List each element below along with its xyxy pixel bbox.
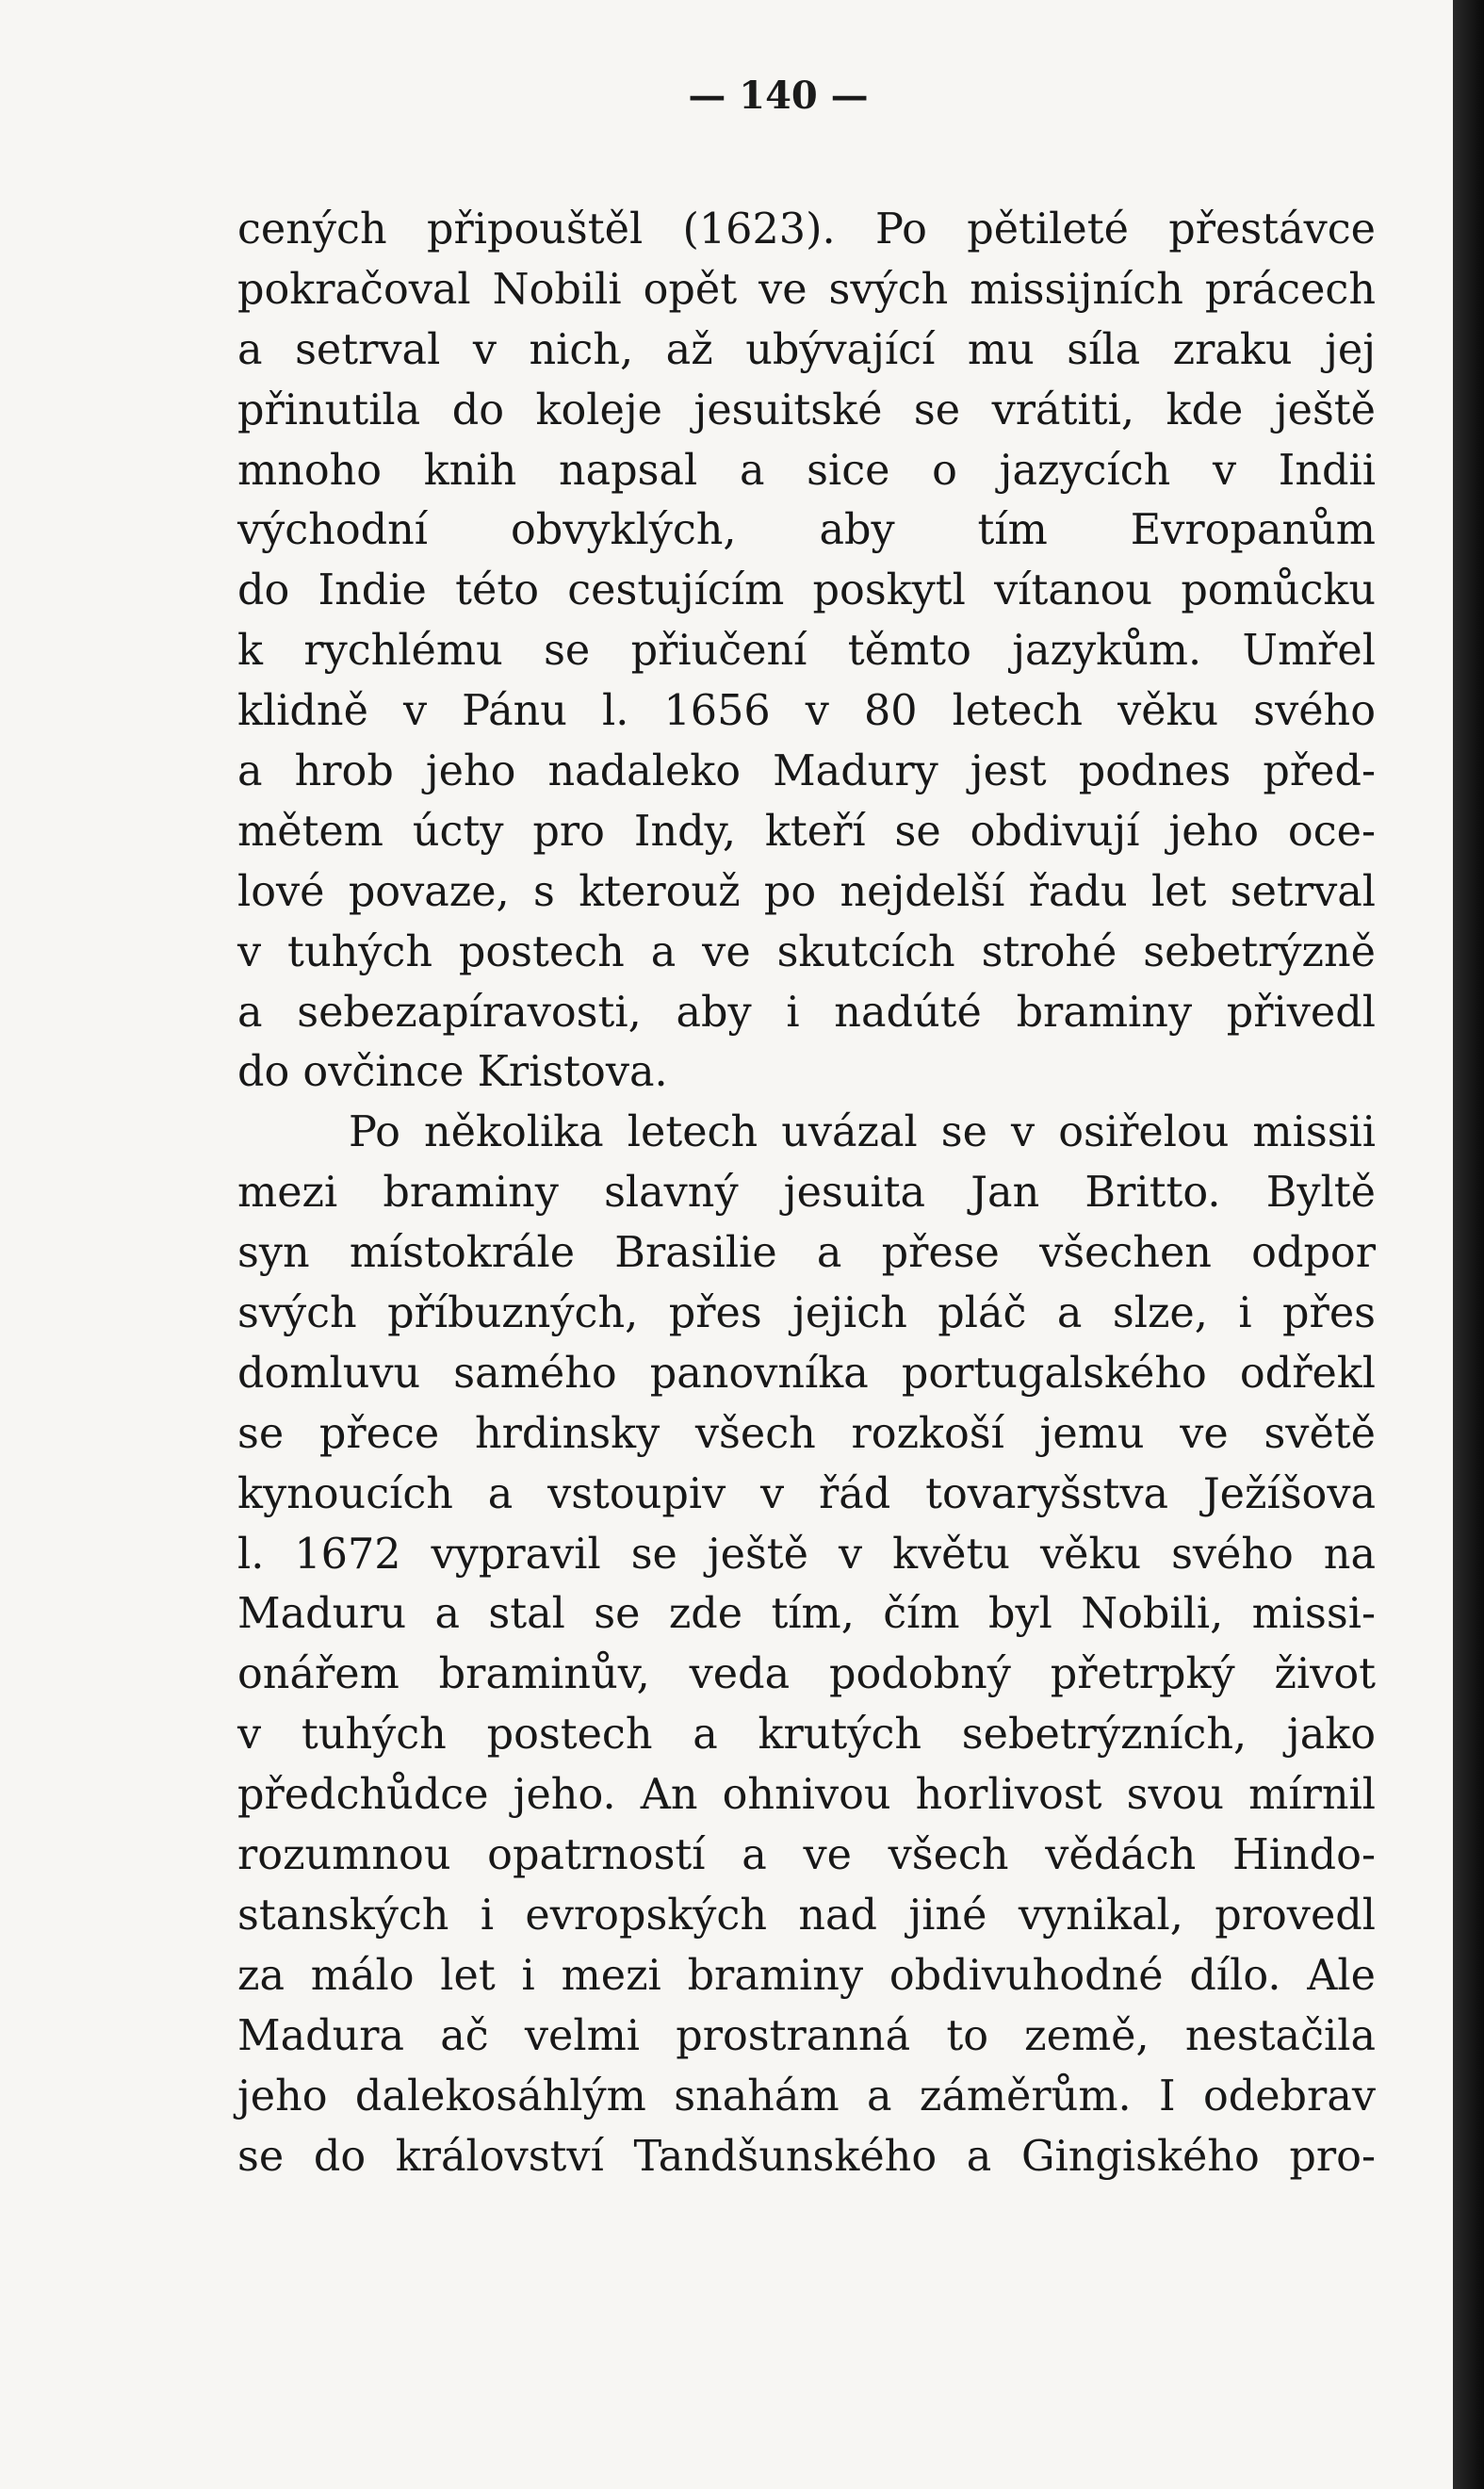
text-line: pokračoval Nobili opět ve svých missijních prácech xyxy=(237,265,1376,314)
text-line: cených připouštěl (1623). Po pětileté přestávce xyxy=(237,205,1376,254)
text-line: v tuhých postech a krutých sebetrýzních, jako xyxy=(237,1711,1376,1760)
text-line: mezi braminy slavný jesuita Jan Britto. Byltě xyxy=(237,1169,1376,1218)
text-line: onářem braminův, veda podobný přetrpký život xyxy=(237,1650,1376,1699)
text-line: svých příbuzných, přes jejich pláč a slze, i přes xyxy=(237,1289,1376,1338)
text-line: se přece hrdinsky všech rozkoší jemu ve světě xyxy=(237,1409,1376,1458)
text-line: Maduru a stal se zde tím, čím byl Nobili, missi- xyxy=(237,1590,1376,1639)
text-line: a hrob jeho nadaleko Madury jest podnes před- xyxy=(237,747,1376,796)
text-line: klidně v Pánu l. 1656 v 80 letech věku svého xyxy=(237,687,1376,736)
text-line: předchůdce jeho. An ohnivou horlivost svou mírnil xyxy=(237,1771,1376,1820)
text-line: syn místokrále Brasilie a přese všechen odpor xyxy=(237,1229,1376,1278)
text-line: východní obvyklých, aby tím Evropanům xyxy=(237,506,1376,555)
page-edge-shadow xyxy=(1453,0,1484,2489)
text-line: a sebezapíravosti, aby i nadúté braminy přivedl xyxy=(237,988,1376,1037)
text-line: za málo let i mezi braminy obdivuhodné dílo. Ale xyxy=(237,1951,1376,2000)
body-text xyxy=(237,200,1376,2186)
text-line: přinutila do koleje jesuitské se vrátiti, kde ještě xyxy=(237,385,1376,434)
text-line: se do království Tandšunského a Gingiského pro- xyxy=(237,2132,1376,2181)
text-line: jeho dalekosáhlým snahám a záměrům. I odebrav xyxy=(237,2071,1376,2121)
text-line: k rychlému se přiučení těmto jazykům. Umřel xyxy=(237,627,1376,676)
page-number: — 140 — xyxy=(688,74,869,118)
text-line: domluvu samého panovníka portugalského odřekl xyxy=(237,1349,1376,1398)
text-line: kynoucích a vstoupiv v řád tovaryšstva Ježíšova xyxy=(237,1469,1376,1518)
paragraph-start-line: Po několika letech uvázal se v osiřelou missii xyxy=(349,1108,1376,1157)
text-line: rozumnou opatrností a ve všech vědách Hindo- xyxy=(237,1831,1376,1880)
text-line: l. 1672 vypravil se ještě v květu věku svého na xyxy=(237,1530,1376,1579)
text-line: lové povaze, s kterouž po nejdelší řadu let setrval xyxy=(237,867,1376,916)
text-line: mnoho knih napsal a sice o jazycích v Indii xyxy=(237,446,1376,495)
text-line: a setrval v nich, až ubývající mu síla zraku jej xyxy=(237,325,1376,374)
text-line: mětem úcty pro Indy, kteří se obdivují jeho oce- xyxy=(237,807,1376,856)
text-line: do Indie této cestujícím poskytl vítanou pomůcku xyxy=(237,566,1376,615)
text-line: stanských i evropských nad jiné vynikal, provedl xyxy=(237,1891,1376,1940)
paragraph-end-line: do ovčince Kristova. xyxy=(237,1048,668,1097)
text-line: Madura ač velmi prostranná to země, nestačila xyxy=(237,2011,1376,2060)
text-line: v tuhých postech a ve skutcích strohé sebetrýzně xyxy=(237,927,1376,976)
